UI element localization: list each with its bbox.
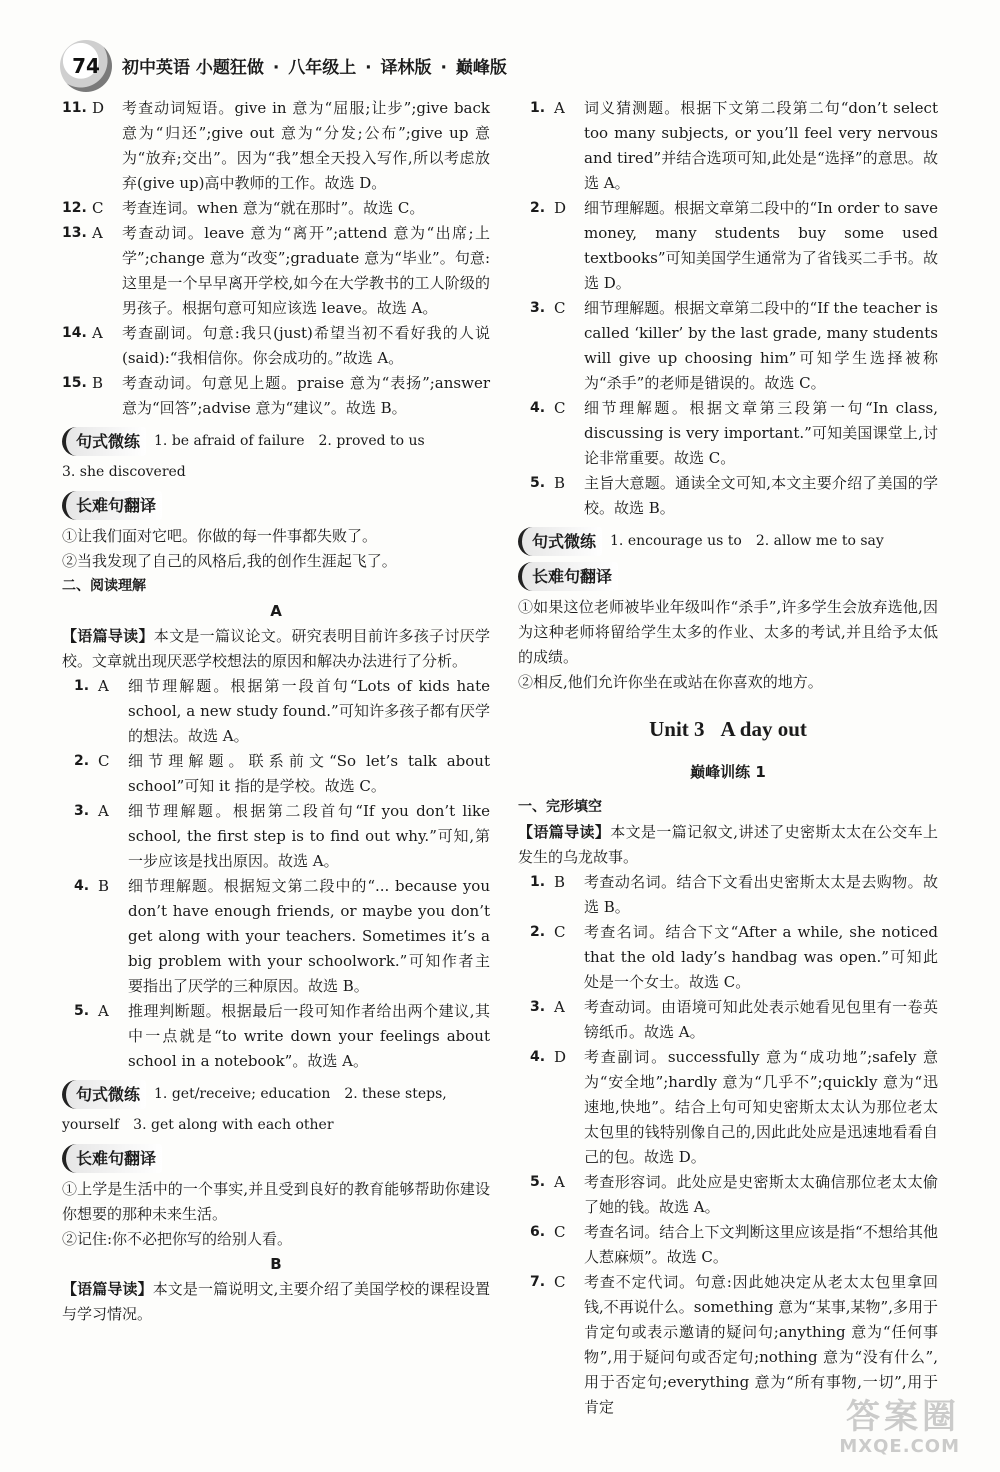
- drill-badge: 句式微练: [518, 527, 602, 556]
- answer-list-a: [62, 674, 490, 1074]
- title-sep: ·: [272, 58, 280, 78]
- item-explanation: 细节理解题。根据第二段首句“If you don’t like school, the first step is to find out why.”可知,第一步应该是找出原因。故选 A。: [128, 802, 490, 870]
- answer-item: [62, 221, 490, 321]
- item-number: 7.: [530, 1274, 546, 1290]
- item-answer: B: [92, 374, 104, 392]
- guide-tag: 【语篇导读】: [518, 823, 611, 841]
- left-column: [62, 96, 490, 1327]
- answer-item: [518, 1220, 938, 1270]
- watermark-url: MXQE.COM: [839, 1436, 960, 1457]
- item-explanation: 考查动词。句意见上题。praise 意为“表扬”;answer 意为“回答”;advise 意为“建议”。故选 B。: [122, 374, 490, 417]
- item-answer: C: [98, 752, 110, 770]
- guide-text: 本文是一篇说明文,主要介绍了美国学校的课程设置与学习情况。: [62, 1280, 490, 1323]
- title-part2: 小题狂做: [195, 58, 264, 78]
- item-answer: A: [92, 324, 103, 342]
- item-number: 4.: [530, 400, 546, 416]
- item-explanation: 考查动词。leave 意为“离开”;attend 意为“出席;上学”;change 意为“改变”;graduate 意为“毕业”。句意:这里是一个早早离开学校,如今在大学教书的工人阶级的男孩子。根据句意可知应该选 leave。故选 A。: [122, 224, 490, 317]
- item-explanation: 考查动名词。结合下文看出史密斯太太是去购物。故选 B。: [584, 873, 938, 916]
- item-explanation: 考查副词。successfully 意为“成功地”;safely 意为“安全地”;hardly 意为“几乎不”;quickly 意为“迅速地,快地”。结合上句可知史密斯太太认为那位老太太包里的钱特别像自己的,因此此处应是迅速地看看自己的包。故选 D。: [584, 1048, 938, 1166]
- item-answer: B: [554, 873, 566, 891]
- drill-answers: 1. encourage us to 2. allow me to say: [610, 533, 884, 549]
- unit-number: Unit 3: [649, 717, 705, 741]
- item-number: 1.: [530, 874, 546, 890]
- item-answer: D: [92, 99, 105, 117]
- answer-list-b: [518, 96, 938, 521]
- item-number: 1.: [74, 678, 90, 694]
- item-answer: C: [554, 1223, 566, 1241]
- title-part5: 巅峰版: [455, 58, 507, 78]
- answer-item: [62, 749, 490, 799]
- answer-item: [62, 371, 490, 421]
- item-answer: D: [554, 199, 567, 217]
- book-title: [122, 53, 507, 78]
- item-explanation: 主旨大意题。通读全文可知,本文主要介绍了美国的学校。故选 B。: [584, 474, 938, 517]
- page-header: [60, 40, 507, 92]
- translation-line: ①让我们面对它吧。你做的每一件事都失败了。: [62, 527, 378, 545]
- item-explanation: 细节理解题。联系前文“So let’s talk about school”可知 it 指的是学校。故选 C。: [128, 752, 490, 795]
- sentence-drill-3: [518, 527, 938, 556]
- item-number: 2.: [530, 200, 546, 216]
- title-sep: ·: [365, 58, 372, 78]
- answer-item: [62, 674, 490, 749]
- drill-answers: 1. be afraid of failure 2. proved to us: [154, 433, 425, 449]
- passage-letter-a: A: [270, 602, 282, 620]
- drill-answers-cont: yourself 3. get along with each other: [62, 1117, 334, 1133]
- item-explanation: 考查名词。结合下文“After a while, she noticed that the old lady’s handbag was open.”可知此处是一个女士。故选 C。: [584, 923, 938, 991]
- unit-title: [518, 717, 938, 742]
- translation-line: ①如果这位老师被毕业年级叫作“杀手”,许多学生会放弃选他,因为这种老师将留给学生太多的作业、太多的考试,并且给予太低的成绩。: [518, 598, 938, 666]
- answer-item: [518, 920, 938, 995]
- translation-line: ②相反,他们允许你坐在或站在你喜欢的地方。: [518, 673, 823, 691]
- answer-item: [518, 296, 938, 396]
- item-answer: C: [554, 1273, 566, 1291]
- answer-item: [62, 799, 490, 874]
- title-part4: 译林版: [380, 58, 432, 78]
- sentence-drill-2: [62, 1080, 490, 1109]
- item-answer: C: [92, 199, 104, 217]
- item-explanation: 考查动词短语。give in 意为“屈服;让步”;give back 意为“归还”;give out 意为“分发;公布”;give up 意为“放弃;交出”。因为“我”想全天投入写作,所以考虑放弃(give up)高中教师的工作。故选 D。: [122, 99, 490, 192]
- answer-item: [62, 96, 490, 196]
- item-number: 4.: [74, 878, 90, 894]
- answer-item: [518, 1045, 938, 1170]
- item-explanation: 细节理解题。根据第一段首句“Lots of kids hate school, a new study found.”可知许多孩子都有厌学的想法。故选 A。: [128, 677, 490, 745]
- translation-badge: 长难句翻译: [518, 562, 618, 591]
- passage-guide-b: [62, 1277, 490, 1327]
- item-answer: A: [98, 677, 109, 695]
- item-number: 2.: [530, 924, 546, 940]
- item-answer: D: [554, 1048, 567, 1066]
- title-part1: 初中英语: [122, 58, 190, 78]
- translation-line: ②记住:你不必把你写的给别人看。: [62, 1230, 293, 1248]
- drill-answers-cont: 3. she discovered: [62, 464, 186, 480]
- training-title: 巅峰训练 1: [690, 763, 766, 781]
- item-answer: B: [554, 474, 566, 492]
- item-answer: A: [554, 1173, 565, 1191]
- item-answer: C: [554, 299, 566, 317]
- item-explanation: 考查动词。由语境可知此处表示她看见包里有一卷英镑纸币。故选 A。: [584, 998, 938, 1041]
- drill-badge: 句式微练: [62, 427, 146, 456]
- item-number: 3.: [530, 999, 546, 1015]
- item-explanation: 细节理解题。根据短文第二段中的“... because you don’t have enough friends, or maybe you don’t get along with your teachers. Sometimes it’s a big problem with your schoolwork.”可知作者主要指出了厌学的三种原因。故选 B。: [128, 877, 490, 995]
- item-number: 5.: [74, 1003, 90, 1019]
- unit-name: A day out: [720, 717, 807, 741]
- answer-item: [62, 321, 490, 371]
- answer-item: [518, 870, 938, 920]
- item-number: 5.: [530, 1174, 546, 1190]
- item-number: 12.: [62, 200, 87, 216]
- item-number: 5.: [530, 475, 546, 491]
- translation-1: [62, 491, 490, 520]
- answer-item: [518, 196, 938, 296]
- answer-item: [62, 196, 490, 221]
- item-number: 3.: [74, 803, 90, 819]
- drill-badge: 句式微练: [62, 1080, 146, 1109]
- translation-badge: 长难句翻译: [62, 1144, 162, 1173]
- page-number: 74: [60, 40, 112, 92]
- item-number: 11.: [62, 100, 87, 116]
- item-explanation: 词义猜测题。根据下文第二段第二句“don’t select too many subjects, or you’ll feel very nervous and tired”并结合选项可知,此处是“选择”的意思。故选 A。: [584, 99, 938, 192]
- answer-item: [518, 471, 938, 521]
- item-answer: C: [554, 923, 566, 941]
- item-number: 13.: [62, 225, 87, 241]
- item-number: 14.: [62, 325, 87, 341]
- item-number: 15.: [62, 375, 87, 391]
- sentence-drill-1: [62, 427, 490, 456]
- answer-list-c: [518, 870, 938, 1420]
- right-column: [518, 96, 938, 1420]
- watermark-logo: [710, 1398, 960, 1462]
- answer-item: [62, 999, 490, 1074]
- item-answer: C: [554, 399, 566, 417]
- passage-letter-b: B: [270, 1255, 282, 1273]
- item-answer: B: [98, 877, 110, 895]
- translation-line: ②当我发现了自己的风格后,我的创作生涯起飞了。: [62, 552, 397, 570]
- answer-item: [518, 995, 938, 1045]
- item-answer: A: [92, 224, 103, 242]
- item-explanation: 推理判断题。根据最后一段可知作者给出两个建议,其中一点就是“to write down your feelings about school in a notebook”。故选 A。: [128, 1002, 490, 1070]
- item-explanation: 细节理解题。根据文章第二段中的“If the teacher is called ‘killer’ by the last grade, many students will give up choosing him”可知学生选择被称为“杀手”的老师是错误的。故选 C。: [584, 299, 938, 392]
- answer-item: [518, 96, 938, 196]
- translation-3: [518, 562, 938, 591]
- item-explanation: 考查连词。when 意为“就在那时”。故选 C。: [122, 199, 425, 217]
- item-number: 6.: [530, 1224, 546, 1240]
- translation-badge: 长难句翻译: [62, 491, 162, 520]
- item-answer: A: [554, 998, 565, 1016]
- answer-list-part1: [62, 96, 490, 421]
- item-answer: A: [98, 1002, 109, 1020]
- item-explanation: 细节理解题。根据文章第三段第一句“In class, discussing is very important.”可知美国课堂上,讨论非常重要。故选 C。: [584, 399, 938, 467]
- item-number: 2.: [74, 753, 90, 769]
- guide-text: 本文是一篇议论文。研究表明目前许多孩子讨厌学校。文章就出现厌恶学校想法的原因和解决办法进行了分析。: [62, 627, 490, 670]
- section-heading: 一、完形填空: [518, 799, 602, 815]
- passage-guide-c: [518, 820, 938, 870]
- watermark-text: 答案圈: [846, 1397, 960, 1437]
- answer-item: [518, 396, 938, 471]
- item-number: 3.: [530, 300, 546, 316]
- guide-tag: 【语篇导读】: [62, 1280, 153, 1298]
- guide-tag: 【语篇导读】: [62, 627, 154, 645]
- translation-2: [62, 1144, 490, 1173]
- answer-item: [518, 1170, 938, 1220]
- item-explanation: 考查不定代词。句意:因此她决定从老太太包里拿回钱,不再说什么。something 意为“某事,某物”,多用于肯定句或表示邀请的疑问句;anything 意为“任何事物”,用于疑问句或否定句;nothing 意为“没有什么”,用于否定句;everything 意为“所有事物,一切”,用于肯定: [584, 1273, 938, 1416]
- answer-item: [62, 874, 490, 999]
- passage-guide-a: [62, 624, 490, 674]
- item-explanation: 考查形容词。此处应是史密斯太太确信那位老太太偷了她的钱。故选 A。: [584, 1173, 938, 1216]
- item-explanation: 细节理解题。根据文章第二段中的“In order to save money, many students buy some used textbooks”可知美国学生通常为了省钱买二手书。故选 D。: [584, 199, 938, 292]
- item-explanation: 考查副词。句意:我只(just)希望当初不看好我的人说(said):“我相信你。你会成功的。”故选 A。: [122, 324, 490, 367]
- guide-text: 本文是一篇记叙文,讲述了史密斯太太在公交车上发生的乌龙故事。: [518, 823, 938, 866]
- item-number: 4.: [530, 1049, 546, 1065]
- title-sep: ·: [440, 58, 447, 78]
- item-answer: A: [98, 802, 109, 820]
- title-part3: 八年级上: [288, 58, 357, 78]
- item-explanation: 考查名词。结合上下文判断这里应该是指“不想给其他人惹麻烦”。故选 C。: [584, 1223, 938, 1266]
- translation-line: ①上学是生活中的一个事实,并且受到良好的教育能够帮助你建设你想要的那种未来生活。: [62, 1180, 490, 1223]
- item-number: 1.: [530, 100, 546, 116]
- item-answer: A: [554, 99, 565, 117]
- section-heading: 二、阅读理解: [62, 578, 146, 594]
- drill-answers: 1. get/receive; education 2. these steps,: [154, 1086, 447, 1102]
